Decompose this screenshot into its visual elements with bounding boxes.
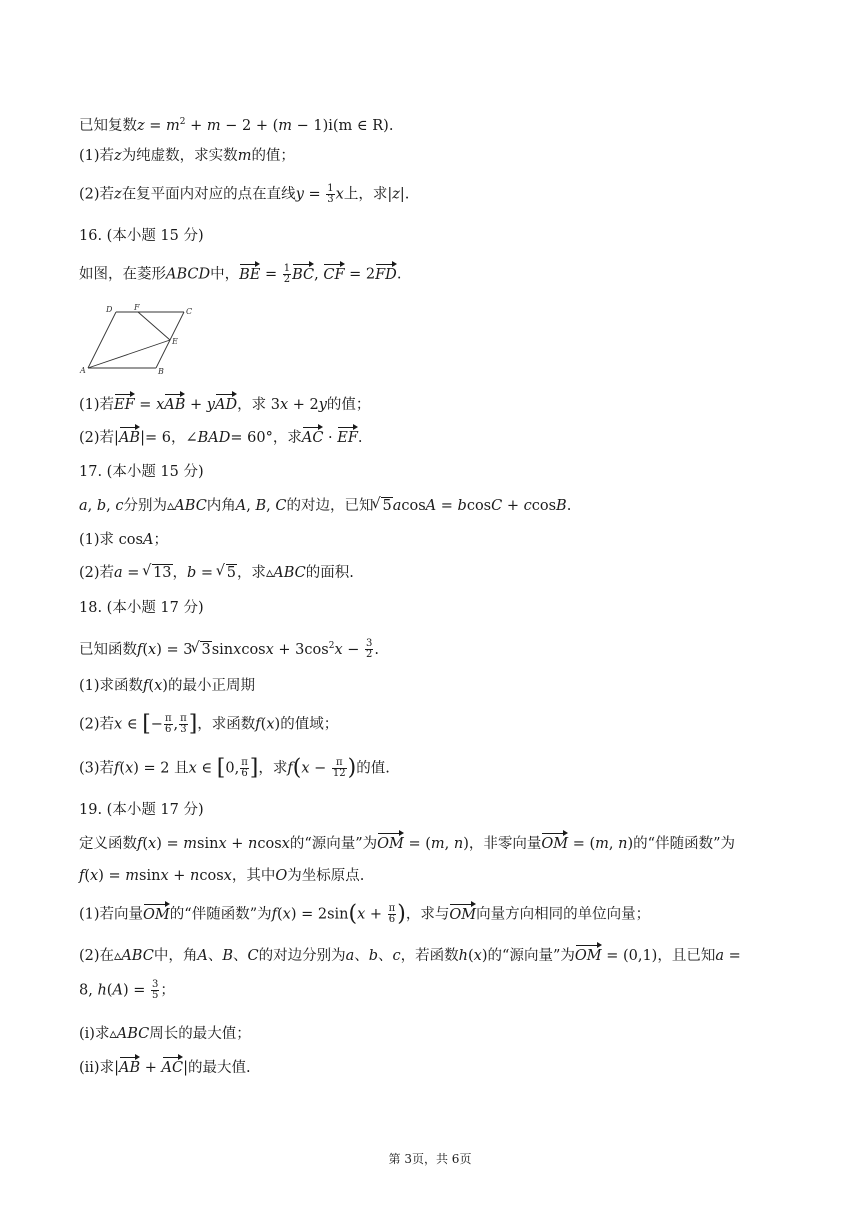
- problem-19-statement-2: f(x) = msinx + ncosx，其中O为坐标原点.: [79, 868, 365, 884]
- problem-15-part-1: (1)若z为纯虚数，求实数m的值；: [79, 148, 295, 164]
- problem-17-part-1: (1)求 cosA；: [79, 532, 168, 548]
- problem-17-part-2: (2)若a = √ 13，b = √ 5，求▵ABC的面积.: [79, 563, 354, 583]
- problem-19-part-2-line-1: (2)在▵ABC中，角A、B、C的对边分别为a、b、c，若函数h(x)的“源向量”为OM = (0,1)，且已知a =: [79, 948, 741, 964]
- problem-18-part-2: (2)若x ∈ [− $\frac{\pi}{6}$ , $\frac{\pi}{3}$ ]，求函数f(x)的值域；: [79, 711, 339, 737]
- segment-FE: [138, 312, 170, 340]
- problem-16-part-2: (2)若|AB|= 6，∠BAD= 60°，求AC · EF.: [79, 430, 363, 446]
- problem-16-statement: 如图，在菱形ABCD中，BE = $\frac{1}{2}$ BC, CF = 2FD.: [79, 263, 402, 285]
- problem-19-part-1: (1)若向量OM的“伴随函数”为f(x) = 2sin(x + $\frac{\pi}{6}$ )，求与OM向量方向相同的单位向量；: [79, 901, 651, 927]
- problem-16-part-1: (1)若EF = xAB + yAD，求 3x + 2y的值；: [79, 397, 371, 413]
- label-F: F: [134, 303, 140, 312]
- problem-15-part-2: (2)若z在复平面内对应的点在直线y = $\frac{1}{3}$ x上，求|z|.: [79, 183, 410, 205]
- label-E: E: [172, 337, 178, 346]
- problem-19-part-2-line-2: 8, h(A) = $\frac{3}{5}$ ；: [79, 979, 175, 1001]
- problem-19-header: 19. (本小题 17 分): [79, 802, 204, 818]
- rhombus-figure: [78, 302, 196, 374]
- problem-18-statement: 已知函数f(x) = 3√ 3sinxcosx + $3\cos^2x$ − $\frac{3}{2}$ .: [79, 636, 379, 660]
- problem-18-header: 18. (本小题 17 分): [79, 600, 204, 616]
- label-A: A: [80, 366, 86, 374]
- problem-18-part-1: (1)求函数f(x)的最小正周期: [79, 678, 255, 694]
- problem-18-part-3: (3)若f(x) = 2 且x ∈ [0, $\frac{\pi}{6}$ ]，求f(x − $\frac{\pi}{12}$ )的值.: [79, 755, 390, 781]
- page-footer: 第 3页，共 6页: [388, 1152, 472, 1166]
- label-D: D: [106, 305, 113, 314]
- problem-16-header: 16. (本小题 15 分): [79, 228, 204, 244]
- label-C: C: [186, 307, 193, 316]
- problem-15-statement: 已知复数$z = m^2 + m - 2 + (m - 1)i(m$ ∈ R).: [79, 117, 394, 134]
- problem-17-statement: a, b, c分别为▵ABC内角A, B, C的对边，已知√ 5acosA = bcosC + ccosB.: [79, 496, 571, 516]
- problem-19-statement-1: 定义函数f(x) = msinx + ncosx的“源向量”为OM = (m, n)，非零向量OM = (m, n)的“伴随函数”为: [79, 836, 735, 852]
- problem-17-header: 17. (本小题 15 分): [79, 464, 204, 480]
- label-B: B: [158, 367, 164, 374]
- problem-19-part-2-i: (i)求▵ABC周长的最大值；: [79, 1026, 251, 1042]
- problem-19-part-2-ii: (ii)求|AB + AC|的最大值.: [79, 1060, 251, 1076]
